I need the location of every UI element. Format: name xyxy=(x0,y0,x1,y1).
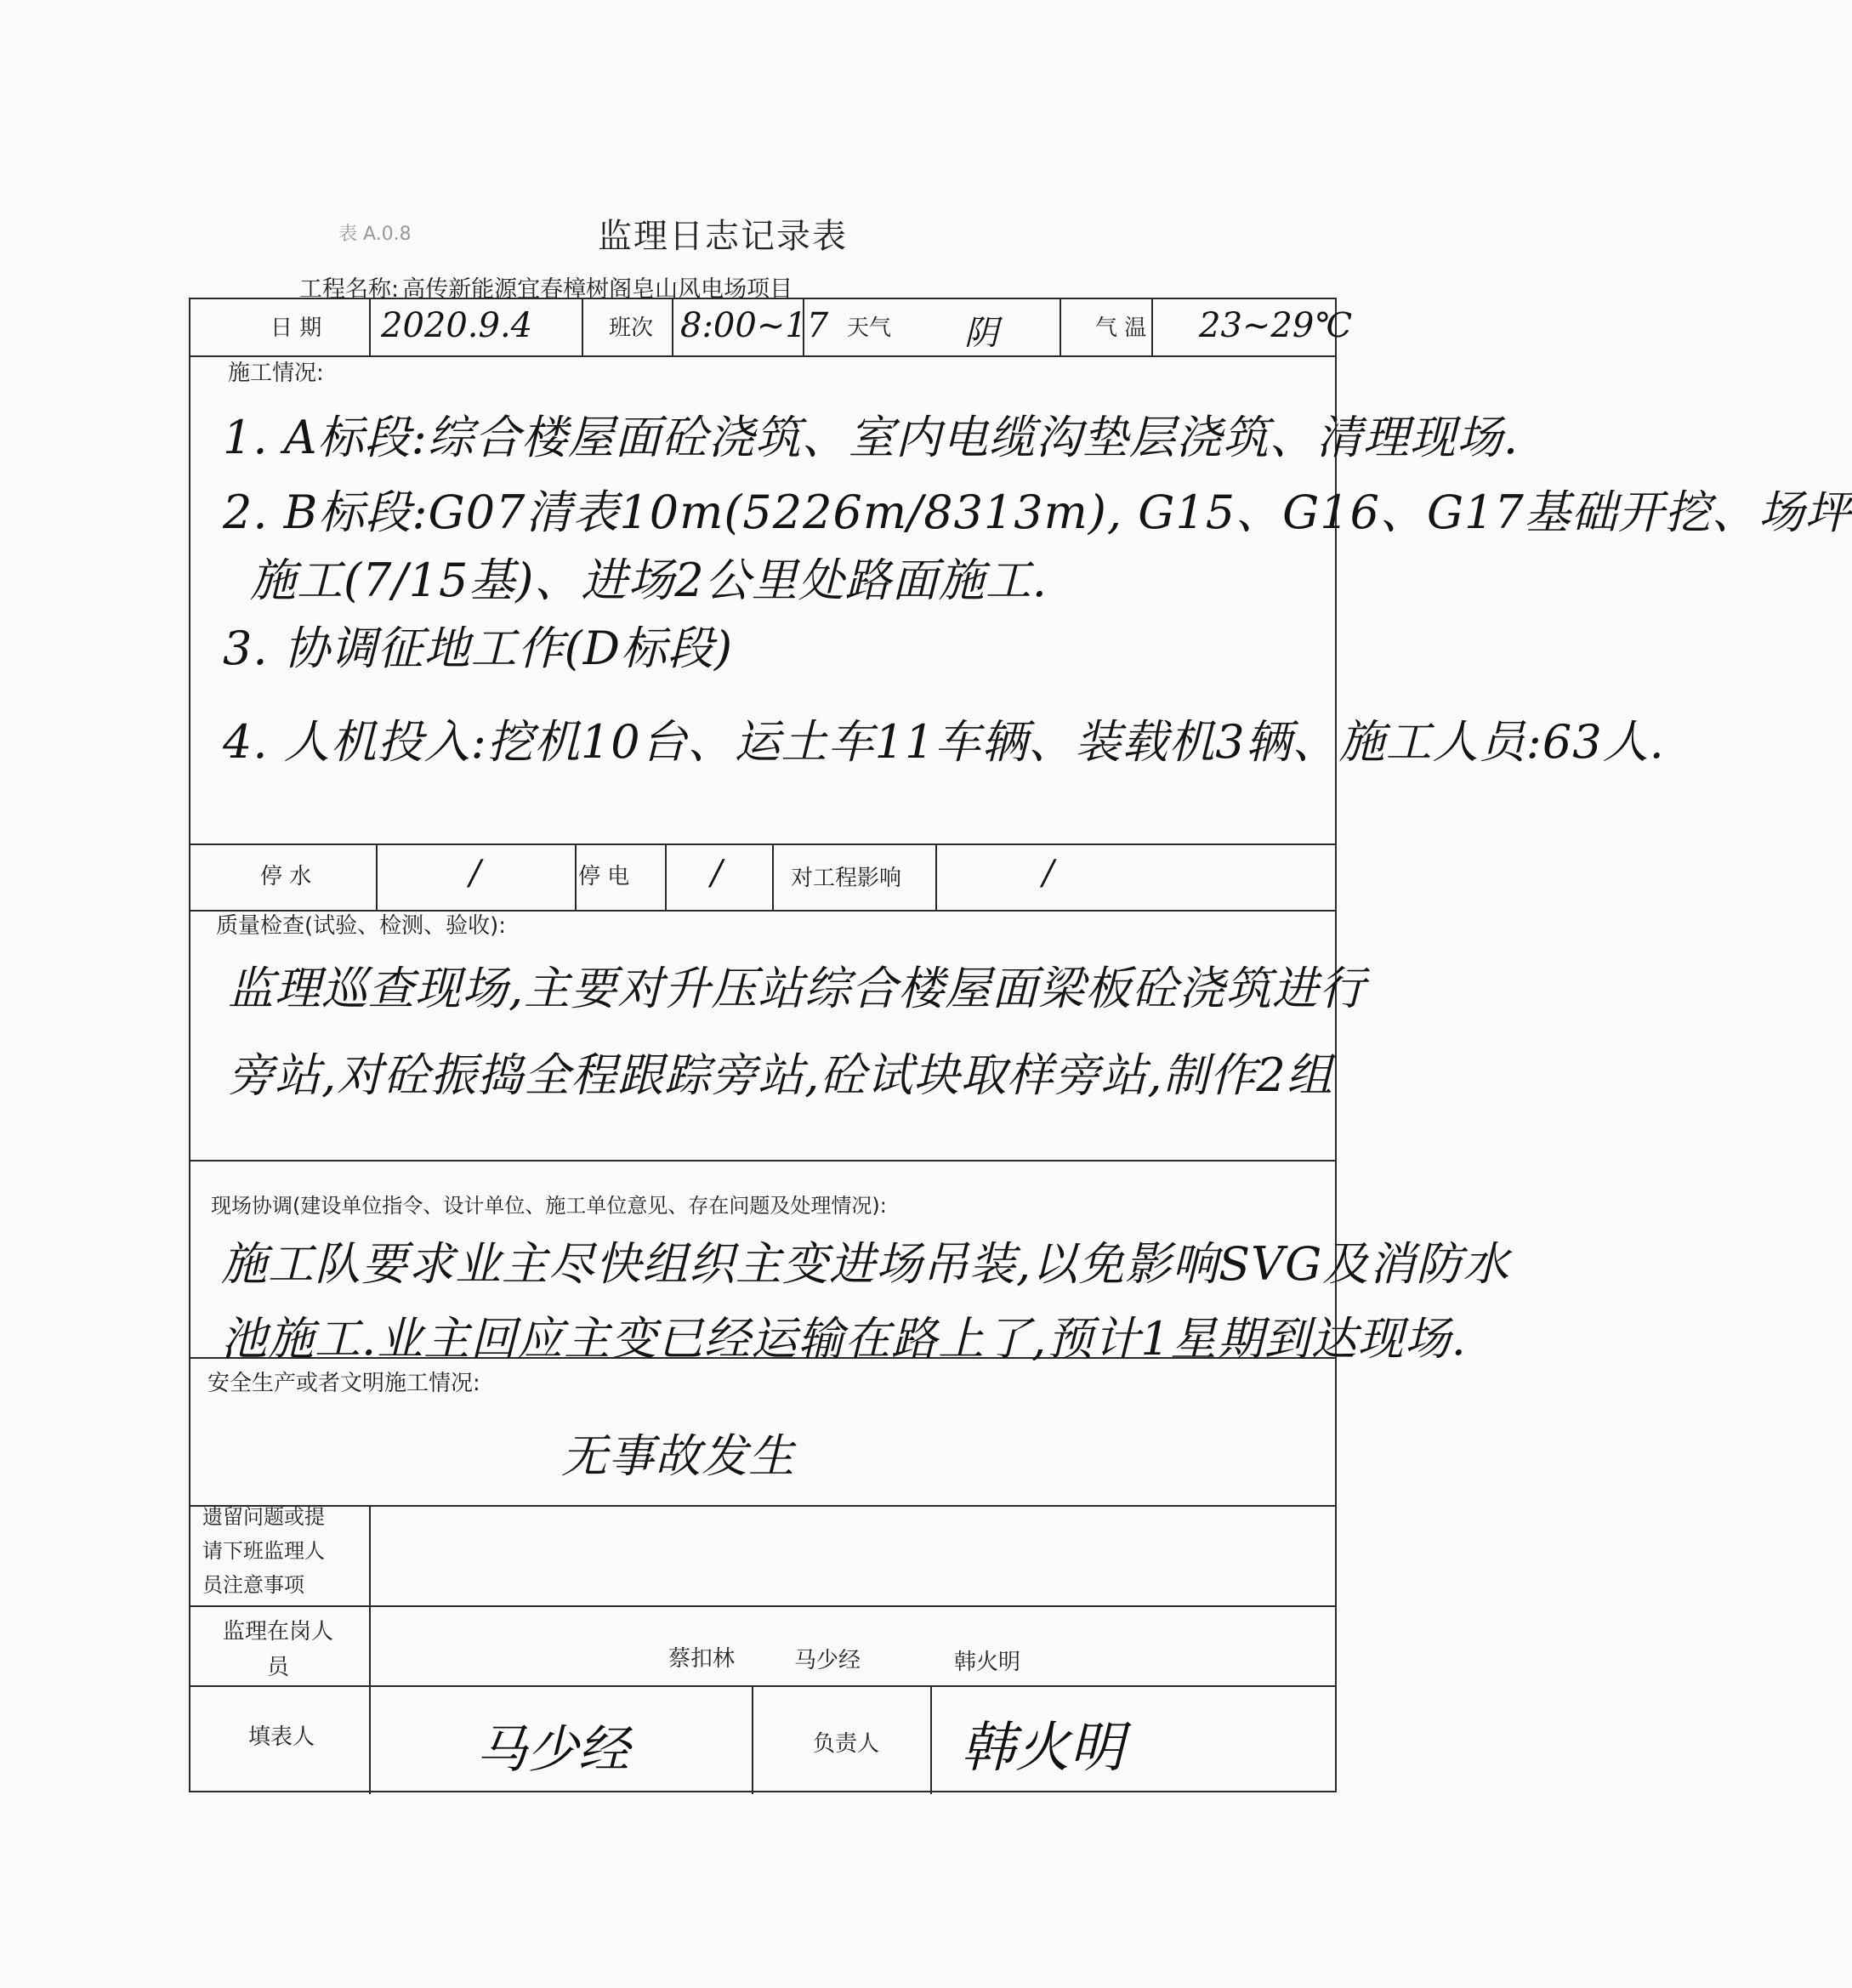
quality-label: 质量检查(试验、检测、验收): xyxy=(216,913,507,939)
owner-signature: 韩火明 xyxy=(961,1717,1124,1780)
remaining-issues-value xyxy=(374,1514,1309,1582)
construction-line-3: 施工(7/15基)、进场2公里处路面施工. xyxy=(250,554,1048,607)
document-title: 监理日志记录表 xyxy=(598,217,848,256)
date-label: 日 期 xyxy=(270,315,322,341)
date-value: 2020.9.4 xyxy=(381,306,533,345)
safety-label: 安全生产或者文明施工情况: xyxy=(207,1371,480,1396)
filler-label: 填表人 xyxy=(248,1724,315,1750)
quality-line-1: 监理巡查现场,主要对升压站综合楼屋面梁板砼浇筑进行 xyxy=(228,962,1366,1015)
row-divider xyxy=(190,1505,1335,1507)
project-label: 工程名称: xyxy=(299,276,400,303)
impact-label: 对工程影响 xyxy=(791,866,902,891)
weather-value: 阴 xyxy=(964,314,998,353)
construction-line-1: 1. A标段:综合楼屋面砼浇筑、室内电缆沟垫层浇筑、清理现场. xyxy=(223,411,1520,464)
staff-name-1: 蔡扣林 xyxy=(668,1646,736,1672)
weather-label: 天气 xyxy=(847,315,892,341)
water-outage-label: 停 水 xyxy=(260,864,312,889)
owner-label: 负责人 xyxy=(813,1731,880,1757)
row-divider xyxy=(190,1605,1335,1607)
temperature-label: 气 温 xyxy=(1095,315,1147,341)
coordination-label: 现场协调(建设单位指令、设计单位、施工单位意见、存在问题及处理情况): xyxy=(211,1194,887,1218)
project-name: 高传新能源宜春樟树阁皂山风电场项目 xyxy=(402,276,793,303)
shift-value: 8:00~17 xyxy=(680,306,829,345)
construction-line-5: 4. 人机投入:挖机10台、运土车11车辆、装载机3辆、施工人员:63人. xyxy=(223,715,1665,769)
construction-line-2: 2. B标段:G07清表10m(5226m/8313m), G15、G16、G17基础开挖、场坪 xyxy=(223,486,1852,539)
power-outage-label: 停 电 xyxy=(578,864,630,889)
quality-line-2: 旁站,对砼振捣全程跟踪旁站,砼试块取样旁站,制作2组 xyxy=(228,1048,1333,1102)
filler-signature: 马少经 xyxy=(476,1720,629,1780)
construction-line-4: 3. 协调征地工作(D标段) xyxy=(223,622,734,675)
form-code: 表 A.0.8 xyxy=(338,224,412,245)
staff-on-duty-label: 监理在岗人 员 xyxy=(222,1619,333,1680)
shift-label: 班次 xyxy=(609,315,654,341)
coordination-line-2: 池施工.业主回应主变已经运输在路上了,预计1星期到达现场. xyxy=(221,1312,1467,1366)
water-outage-value: / xyxy=(469,854,481,893)
row-divider xyxy=(190,1160,1335,1162)
safety-value: 无事故发生 xyxy=(561,1429,795,1483)
row-divider xyxy=(190,843,1335,845)
row-divider xyxy=(190,355,1335,357)
construction-label: 施工情况: xyxy=(228,361,324,386)
staff-name-2: 马少经 xyxy=(794,1648,861,1673)
power-outage-value: / xyxy=(711,854,723,893)
row-divider xyxy=(190,1685,1335,1687)
staff-name-3: 韩火明 xyxy=(954,1650,1021,1675)
temperature-value: 23~29℃ xyxy=(1199,306,1353,345)
impact-value: / xyxy=(1042,854,1054,893)
remaining-issues-label: 遗留问题或提 请下班监理人 员注意事项 xyxy=(202,1505,325,1597)
coordination-line-1: 施工队要求业主尽快组织主变进场吊装,以免影响SVG及消防水 xyxy=(221,1237,1510,1291)
